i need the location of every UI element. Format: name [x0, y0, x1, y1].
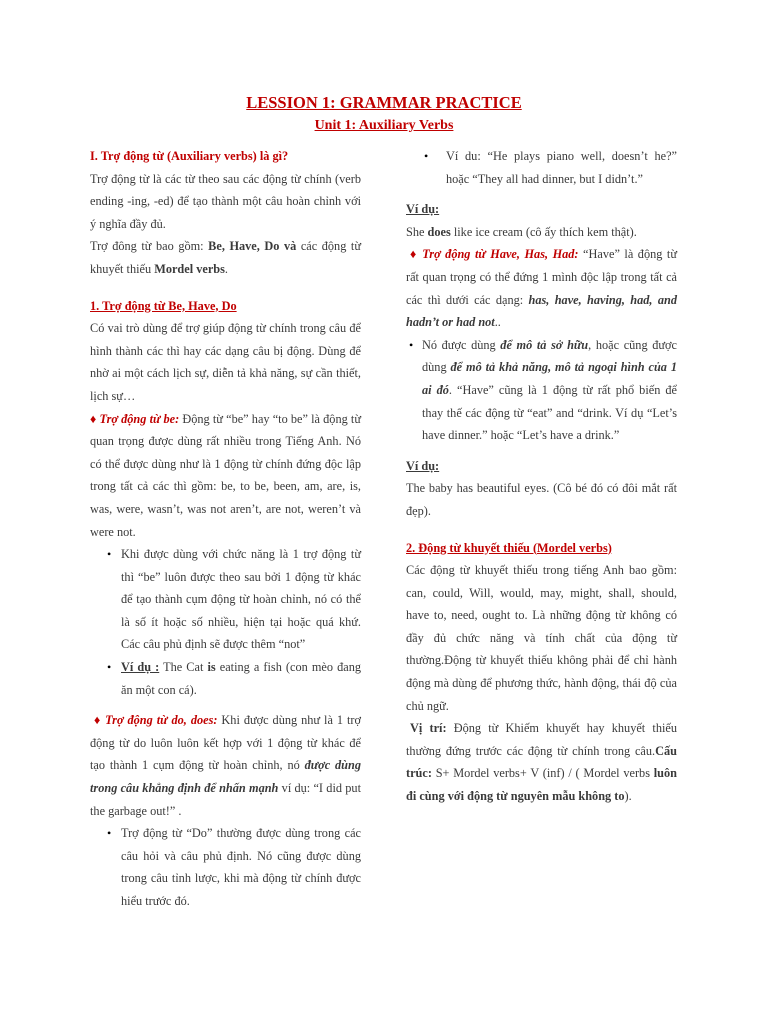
text: ví dụ: “I did put the garbage out!” .	[90, 781, 361, 818]
text-bold: Mordel verbs	[154, 261, 225, 276]
text: “Have” là động từ rất quan trọng có thể đứng 1 mình độc lập trong tất cả các thì dưới các dạng:	[406, 247, 677, 307]
paragraph-be	[90, 408, 361, 544]
text: Trợ đông từ bao gồm:	[90, 239, 209, 254]
text: ..	[494, 315, 501, 330]
list-item	[104, 656, 361, 701]
paragraph-definition: Trợ động từ là các từ theo sau các động từ chính (verb ending -ing, -ed) để tạo thành một câu hoàn chỉnh với ý nghĩa đầy đủ.	[90, 171, 361, 231]
text: The Cat	[159, 660, 208, 675]
text-bold: does	[427, 224, 451, 239]
section-heading-be-have-do: 1. Trợ động từ Be, Have, Do	[90, 298, 237, 313]
section-heading-auxiliary: I. Trợ động từ (Auxiliary verbs) là gì?	[90, 149, 289, 163]
text-bold-italic: để mô tả sở hữu	[500, 337, 589, 352]
example-sentence	[406, 221, 677, 244]
paragraph-have	[406, 243, 677, 333]
label-be: ♦ Trợ động từ be:	[90, 411, 180, 426]
example-label: Ví dụ:	[406, 202, 440, 217]
label-position: Vị trí:	[410, 721, 447, 736]
example-label: Ví dụ :	[121, 660, 160, 675]
text: .	[224, 261, 228, 276]
text-bold: is	[207, 660, 216, 675]
label-structure: Cấu trúc:	[406, 743, 677, 781]
text: Khi được dùng như là 1 trợ động từ do luôn luôn kết hợp với 1 động từ khác để tạo thành 1 cụm động từ hoàn chỉnh, nó	[90, 713, 361, 773]
text: Động từ Khiếm khuyết hay khuyết thiếu thường đứng trước các động từ chính trong câu.	[406, 721, 677, 758]
right-column	[406, 145, 677, 808]
label-have: ♦ Trợ động từ Have, Has, Had:	[410, 247, 579, 262]
list-item	[406, 334, 677, 447]
text-bold-italic: để mô tả khả năng, mô tả ngoại hình của 1 ai đó	[422, 360, 677, 397]
paragraph-modal: Các động từ khuyết thiếu trong tiếng Anh bao gồm: can, could, Will, would, may, might, shall, should, have to, need, ought to. Là những động từ không có đầy đủ chức năng và tính chất của động từ thường.Động từ khuyết thiếu không phải để chỉ hành động mà dùng để phương thức, hành động, thái độ của chủ ngữ.	[406, 563, 677, 713]
text-bold-italic: has, have, having, had, and hadn’t or had not	[406, 292, 677, 330]
paragraph-position	[406, 717, 677, 807]
text: She	[406, 224, 428, 239]
list-item: • Trợ động từ “Do” thường được dùng trong các câu hỏi và câu phủ định. Nó cũng được dùng trong câu tỉnh lược, khi mà động từ chính được hiểu trước đó.	[104, 822, 361, 912]
label-do: ♦ Trợ động từ do, does:	[94, 713, 218, 728]
text: like ice cream (cô ấy thích kem thật).	[450, 224, 637, 239]
section-heading-modal-verbs: 2. Động từ khuyết thiếu (Mordel verbs)	[406, 540, 612, 555]
list-item: • Khi được dùng với chức năng là 1 trợ động từ thì “be” luôn được theo sau bởi 1 động từ khác để tạo thành cụm động từ hoàn chỉnh, nó có thể là số ít hoặc số nhiều, hiện tại hoặc quá khứ. Các câu phủ định sẽ được thêm “not”	[104, 543, 361, 656]
text: eating a fish (con mèo đang ăn một con cá).	[121, 660, 362, 697]
text: ).	[624, 789, 632, 804]
paragraph-role: Có vai trò dùng để trợ giúp động từ chính trong câu để hình thành các thì hay các dạng câu bị động. Dùng để nhờ ai một cách lịch sự, diễn tả khả năng, sự cần thiết, lịch sự…	[90, 321, 361, 403]
page-title: LESSION 1: GRAMMAR PRACTICE	[246, 93, 522, 112]
text: Động từ “be” hay “to be” là động từ quan trọng được dùng rất nhiều trong Tiếng Anh. Nó có thể được dùng như là 1 động từ chính đứng độc lập trong tất cả các thì gồm: be, to be, been, am, are, is, was, were, wasn’t, was not aren’t, are not, weren’t và were not.	[90, 411, 361, 539]
text: . “Have” cũng là 1 động từ rất phổ biến để thay thế các động từ “eat” and “drink. Ví dụ “Let’s have dinner.” hoặc “Let’s have a drink.”	[422, 382, 677, 443]
text: S+ Mordel verbs+ V (inf) / ( Mordel verbs	[431, 766, 654, 781]
text-bold: Be, Have, Do và	[208, 239, 297, 254]
left-column	[90, 145, 361, 913]
text: Nó được dùng	[422, 337, 501, 352]
paragraph-do	[90, 709, 361, 822]
paragraph-includes	[90, 235, 361, 280]
text: , hoặc cũng được dùng	[422, 337, 677, 375]
text-bold-italic: được dùng trong câu khẳng định để nhấn mạnh	[90, 758, 361, 796]
list-item: • Ví du: “He plays piano well, doesn’t he?” hoặc “They all had dinner, but I didn’t.”	[406, 145, 677, 190]
text-bold: luôn đi cùng với động từ nguyên mẫu không to	[406, 766, 677, 804]
example-sentence: The baby has beautiful eyes. (Cô bé đó có đôi mắt rất đẹp).	[406, 481, 677, 518]
page-subtitle: Unit 1: Auxiliary Verbs	[314, 118, 454, 133]
text: các động từ khuyết thiếu	[90, 239, 361, 276]
example-label: Ví dụ:	[406, 458, 440, 473]
